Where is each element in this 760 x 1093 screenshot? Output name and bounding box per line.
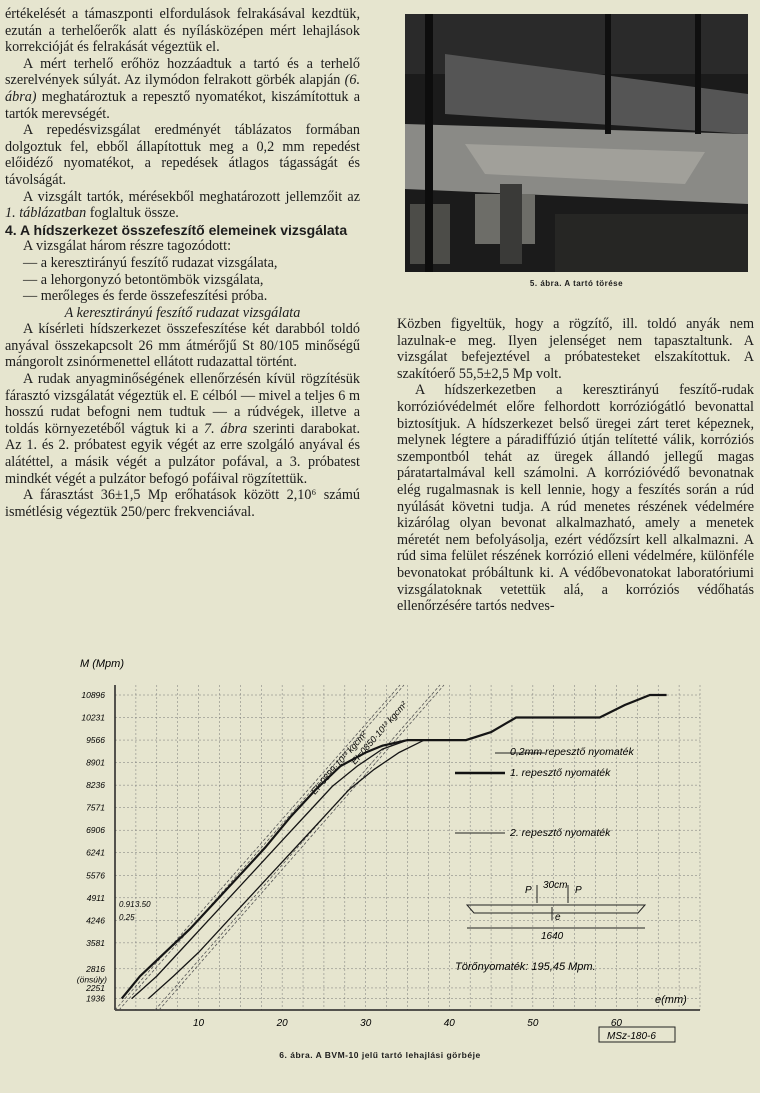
section-heading: 4. A hídszerkezet összefeszítő elemeinek vizsgálata [5,221,348,238]
y-tick-label: 10231 [81,712,105,723]
load-label: P [525,885,532,896]
legend-label: 0,2mm repesztő nyomaték [510,746,634,758]
span-label: 1640 [541,931,564,942]
figure-caption: 6. ábra. A BVM-10 jelű tartó lehajlási görbéje [279,1050,481,1060]
paragraph: A rudak anyagminőségének ellenőrzésén kívül rögzítésük fárasztó vizsgálatát végeztük el. E célból — mivel a teljes 6 m hosszú rudat befogni nem tudtuk — a rúdvégek, illetve a toldás környezetéből vágtuk ki a 7. ábra szerinti darabokat. Az 1. és 2. próbatest egyik végét az erre szolgáló anyával és alátéttel, a másik végét a pulzátor pofával, a 3. próbatest mindkét végét a pulzátor befogó pofáival rögzítettük. [5,371,360,487]
x-tick-label: 20 [276,1018,288,1029]
stamp [599,1027,675,1042]
y-tick-label: 9566 [86,735,105,746]
y-tick-label: 10896 [81,690,105,700]
deflection-chart [55,645,705,1045]
y-tick-label: 8236 [86,780,105,791]
chart-legend [455,746,634,839]
x-tick-label: 30 [360,1018,372,1029]
left-column [5,6,360,520]
stiffness-label-2: EI=0850·10¹³ kgcm² [348,699,409,767]
y-tick-label: 6906 [86,825,105,836]
failure-moment-label: Törőnyomaték: 195,45 Mpm. [455,961,596,973]
x-tick-label: 10 [193,1018,205,1029]
y-tick-label: 1936 [86,993,105,1004]
chart-grid [115,685,700,1010]
y-tick-label: 4911 [86,892,105,903]
right-column [397,316,754,615]
y-tick-label: 2816 [86,963,105,974]
annotation: 0.91 [119,900,135,909]
deflection-label: e [555,912,561,923]
series-line [122,695,667,999]
legend-label: 1. repesztő nyomaték [510,767,611,779]
list-item: — a keresztirányú feszítő rudazat vizsgálata, [23,254,278,271]
annotation: 0.25 [119,913,135,922]
load-label: P [575,885,582,896]
annotation: 3.50 [135,900,151,909]
paragraph: A repedésvizsgálat eredményét táblázatos formában dolgoztuk fel, ebből állapítottuk meg a 0,2 mm repedést előidéző nyomatékot, a repedések átlagos tágasságát és távolságát. [5,122,360,188]
annotations [119,900,151,922]
paragraph: értékelését a támaszponti elfordulások felrakásával kezdtük, ezután a terhelőerők alatt és nyílásközépen mért lehajlások korrekcióját és felrakását végeztük el. [5,6,360,56]
y-tick-label: 6241 [86,847,105,858]
list-item: — merőleges és ferde összefeszítési próba. [23,288,268,305]
x-axis-label: e(mm) [655,994,687,1006]
paragraph: A kísérleti hídszerkezet összefeszítése két darabból toldó anyával összekapcsolt 26 mm átmérőjű St 80/105 minőségű mángorolt zsinórmenettel ellátott rudazattal történt. [5,321,360,371]
y-tick-label: 2251 [86,982,105,993]
list-item: — a lehorgonyzó betontömbök vizsgálata, [23,271,264,288]
paragraph: A mért terhelő erőhöz hozzáadtuk a tartó és a terhelő szerelvények súlyát. Az ilymódon felrakott görbék alapján (6. ábra) meghatároztuk a repesztő nyomatékot, kiszámítottuk a tartók merevségét. [5,55,360,122]
paragraph: A vizsgálat három részre tagozódott: [23,238,232,255]
y-tick-label: 4246 [86,915,105,926]
y-tick-label: 7571 [86,802,105,813]
paragraph: A fárasztást 36±1,5 Mp erőhatások között 2,10⁶ számú ismétlésig végeztük 250/perc frekvenciával. [5,487,360,520]
loading-diagram [467,880,645,942]
paragraph: A vizsgált tartók, mérésekből meghatározott jellemzőit az 1. táblázatban foglaltuk össze. [5,188,360,222]
y-tick-label: 8901 [86,757,105,768]
y-tick-label: (önsúly) [76,974,107,985]
stamp-text: MSz-180-6 [607,1031,656,1042]
x-tick-label: 60 [610,1018,622,1029]
x-tick-label: 40 [443,1018,455,1029]
y-tick-label: 5576 [86,870,105,881]
subsection-heading: A keresztirányú feszítő rudazat vizsgálata [64,304,301,321]
stiffness-label-1: EI=0899·10¹³ kgcm² [308,729,369,797]
paragraph: Közben figyeltük, hogy a rögzítő, ill. toldó anyák nem lazulnak-e meg. Ilyen jelenséget nem tapasztaltunk. A vizsgálat befejeztével a próbatesteket elszakítottuk. A szakítóerő 55,5±2,5 Mp volt. [397,316,754,382]
paragraph: A hídszerkezetben a keresztirányú feszítő-rudak korrózióvédelmét előre felhordott korróziógátló bevonattal biztosítjuk. A hídszerkezet belső üregei zárt teret képeznek, melynek légtere a páradiffúzió útján telítetté válik, korróziós szempontból tehát az üregek állandó jellegű magas páratartalmával kell számolni. A korrózióvédő bevonatnak elég rugalmasnak is kell lennie, hogy a feszítés során a rúd nyúlását követni tudja. A rúd menetes részének védelmére kizárólag olyan bevonat alkalmazható, amely a menetek méretét nem befolyásolja, ezért védőzsírt kell alkalmazni. A rúd sima felület részének korrózió elleni védelmére, különféle bevonatokat próbáltunk ki. A védőbevonatokat laboratóriumi vizsgálatoknak vetettük alá, a korróziós védőhatás ellenőrzésére tartós nedves- [397,382,754,615]
y-axis-label: M (Mpm) [80,658,124,670]
stiffness-lines [115,685,444,1010]
y-tick-label: 3581 [86,937,105,948]
figure-caption: 5. ábra. A tartó törése [529,279,624,288]
beam-fracture-photo [405,14,748,272]
load-spacing: 30cm [543,880,568,891]
legend-label: 2. repesztő nyomaték [510,827,611,839]
series-line [148,740,449,999]
x-tick-label: 50 [527,1018,539,1029]
